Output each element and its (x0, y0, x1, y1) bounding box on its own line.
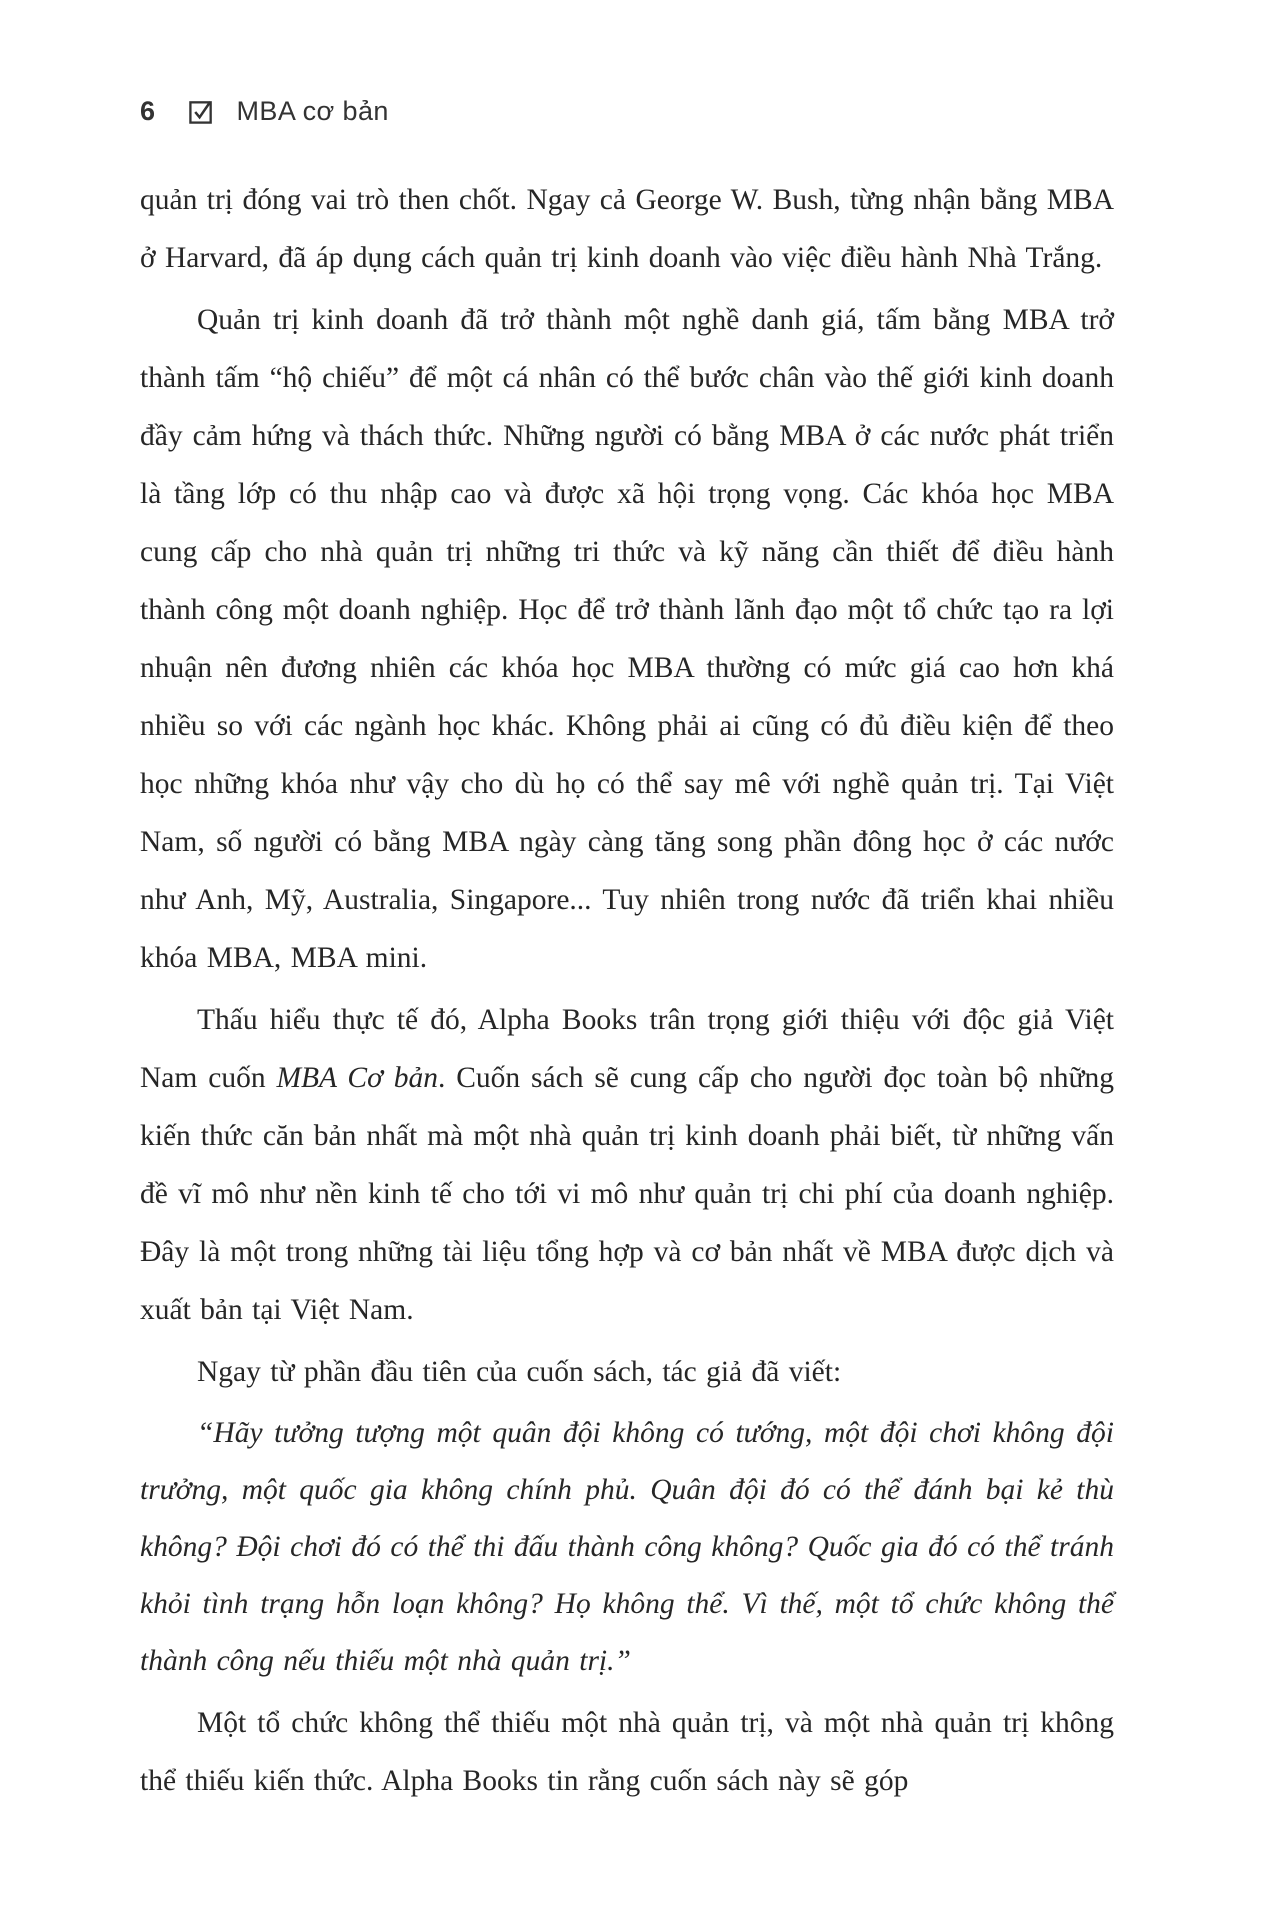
paragraph: Quản trị kinh doanh đã trở thành một nghề danh giá, tấm bằng MBA trở thành tấm “hộ chiếu” để một cá nhân có thể bước chân vào thế giới kinh doanh đầy cảm hứng và thách thức. Những người có bằng MBA ở các nước phát triển là tầng lớp có thu nhập cao và được xã hội trọng vọng. Các khóa học MBA cung cấp cho nhà quản trị những tri thức và kỹ năng cần thiết để điều hành thành công một doanh nghiệp. Học để trở thành lãnh đạo một tổ chức tạo ra lợi nhuận nên đương nhiên các khóa học MBA thường có mức giá cao hơn khá nhiều so với các ngành học khác. Không phải ai cũng có đủ điều kiện để theo học những khóa như vậy cho dù họ có thể say mê với nghề quản trị. Tại Việt Nam, số người có bằng MBA ngày càng tăng song phần đông học ở các nước như Anh, Mỹ, Australia, Singapore... Tuy nhiên trong nước đã triển khai nhiều khóa MBA, MBA mini. (140, 304, 1114, 974)
paragraph-continued: quản trị đóng vai trò then chốt. Ngay cả George W. Bush, từng nhận bằng MBA ở Harvard, đã áp dụng cách quản trị kinh doanh vào việc điều hành Nhà Trắng. (140, 184, 1114, 274)
page-number: 6 (140, 96, 156, 126)
page-body (140, 171, 1114, 1810)
running-title: MBA cơ bản (236, 96, 389, 126)
paragraph: Ngay từ phần đầu tiên của cuốn sách, tác giả đã viết: (197, 1356, 842, 1388)
paragraph-text: Thấu hiểu thực tế đó, Alpha Books trân trọng giới thiệu với độc giả Việt Nam cuốn (140, 1004, 1114, 1094)
paragraph-text: . Cuốn sách sẽ cung cấp cho người đọc toàn bộ những kiến thức căn bản nhất mà một nhà quản trị kinh doanh phải biết, từ những vấn đề vĩ mô như nền kinh tế cho tới vi mô như quản trị chi phí của doanh nghiệp. Đây là một trong những tài liệu tổng hợp và cơ bản nhất về MBA được dịch và xuất bản tại Việt Nam. (140, 1062, 1114, 1326)
paragraph: Một tổ chức không thể thiếu một nhà quản trị, và một nhà quản trị không thể thiếu kiến thức. Alpha Books tin rằng cuốn sách này sẽ góp (140, 1707, 1114, 1797)
checkbox-checked-icon (188, 98, 215, 125)
paragraph (140, 991, 1114, 1339)
running-header (140, 96, 1114, 127)
book-title-italic: MBA Cơ bản (276, 1062, 438, 1094)
quote-paragraph: “Hãy tưởng tượng một quân đội không có tướng, một đội chơi không đội trưởng, một quốc gia không chính phủ. Quân đội đó có thể đánh bại kẻ thù không? Đội chơi đó có thể thi đấu thành công không? Quốc gia đó có thể tránh khỏi tình trạng hỗn loạn không? Họ không thể. Vì thế, một tổ chức không thể thành công nếu thiếu một nhà quản trị.” (140, 1417, 1114, 1677)
